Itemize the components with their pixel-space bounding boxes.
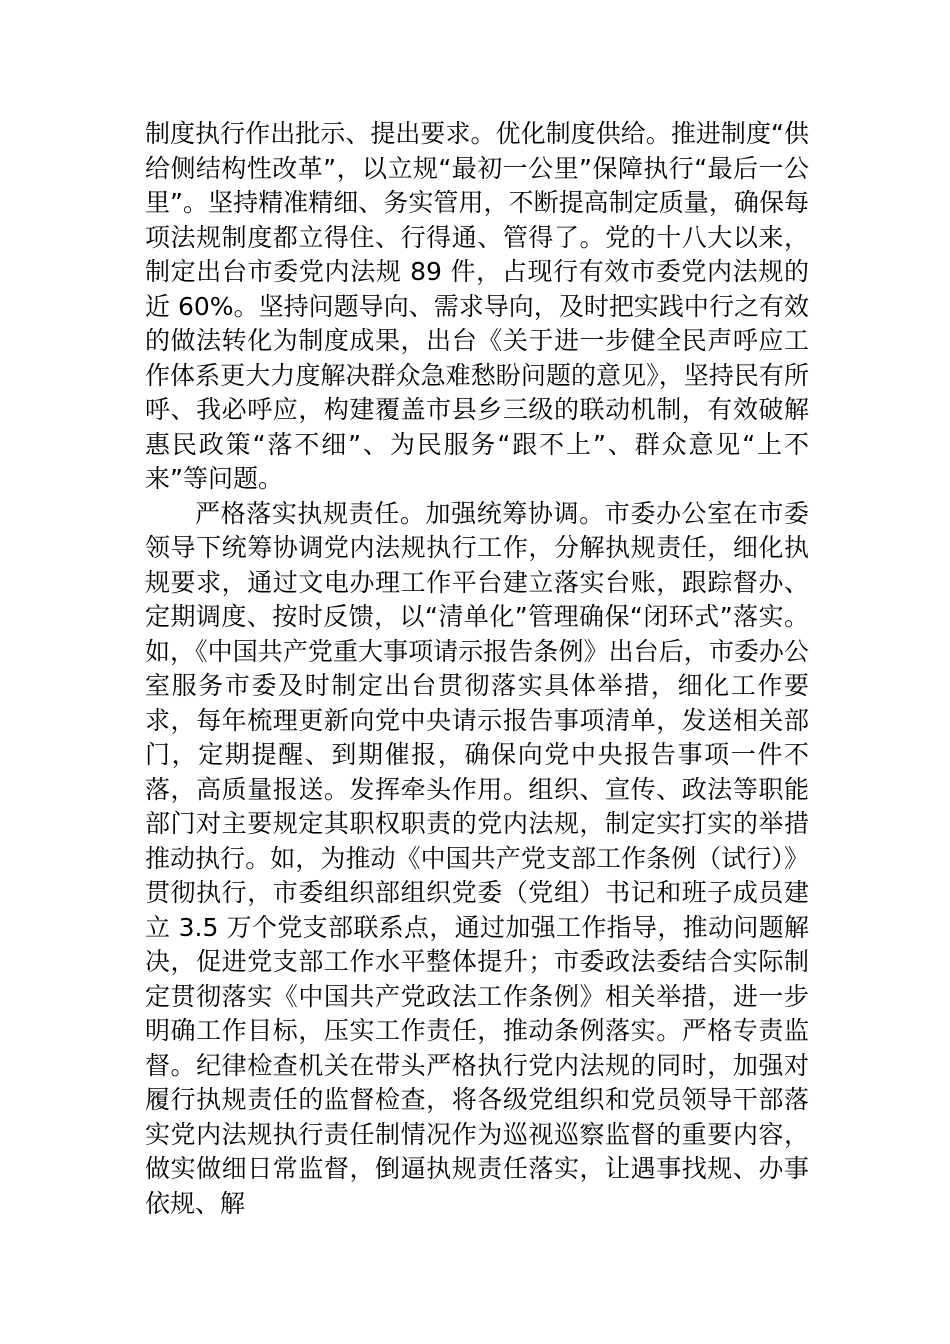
paragraph-2: 严格落实执规责任。加强统筹协调。市委办公室在市委领导下统筹协调党内法规执行工作，分解执规责任，细化执规要求，通过文电办理工作平台建立落实台账，跟踪督办、定期调度、按时反馈，以“清单化”管理确保“闭环式”落实。如，《中国共产党重大事项请示报告条例》出台后，市委办公室服务市委及时制定出台贯彻落实具体举措，细化工作要求，每年梳理更新向党中央请示报告事项清单，发送相关部门，定期提醒、到期催报，确保向党中央报告事项一件不落，高质量报送。发挥牵头作用。组织、宣传、政法等职能部门对主要规定其职权职责的党内法规，制定实打实的举措推动执行。如，为推动《中国共产党支部工作条例（试行）》贯彻执行，市委组织部组织党委（党组）书记和班子成员建立 3.5 万个党支部联系点，通过加强工作指导，推动问题解决，促进党支部工作水平整体提升；市委政法委结合实际制定贯彻落实《中国共产党政法工作条例》相关举措，进一步明确工作目标，压实工作责任，推动条例落实。严格专责监督。纪律检查机关在带头严格执行党内法规的同时，加强对履行执规责任的监督检查，将各级党组织和党员领导干部落实党内法规执行责任制情况作为巡视巡察监督的重要内容，做实做细日常监督，倒逼执规责任落实，让遇事找规、办事依规、解 — [145, 498, 809, 1218]
document-page — [145, 117, 809, 1221]
paragraph-1: 制度执行作出批示、提出要求。优化制度供给。推进制度“供给侧结构性改革”，以立规“最初一公里”保障执行“最后一公里”。坚持精准精细、务实管用，不断提高制定质量，确保每项法规制度都立得住、行得通、管得了。党的十八大以来，制定出台市委党内法规 89 件，占现行有效市委党内法规的近 60%。坚持问题导向、需求导向，及时把实践中行之有效的做法转化为制度成果，出台《关于进一步健全民声呼应工作体系更大力度解决群众急难愁盼问题的意见》，坚持民有所呼、我必呼应，构建覆盖市县乡三级的联动机制，有效破解惠民政策“落不细”、为民服务“跟不上”、群众意见“上不来”等问题。 — [145, 119, 809, 493]
